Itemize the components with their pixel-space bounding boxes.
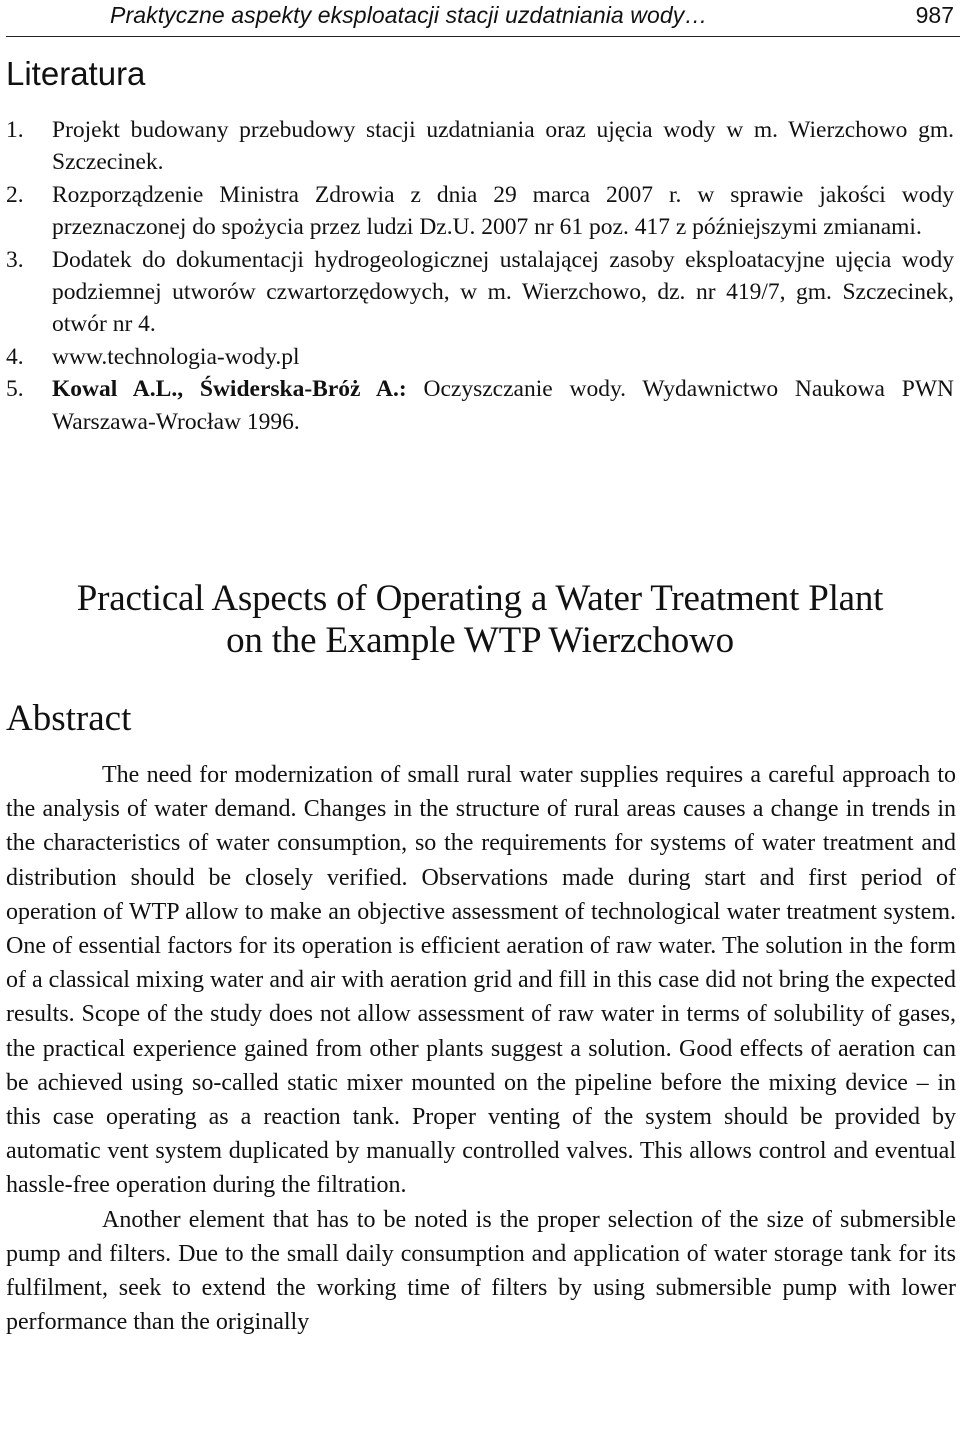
reference-item bbox=[6, 373, 954, 438]
reference-item bbox=[6, 341, 954, 373]
abstract-paragraph: Another element that has to be noted is the proper selection of the size of submersible pump and filters. Due to the small daily consumption and application of water storage tank for its fulfilment, seek to extend the working time of filters by using submersible pump with lower performance than the originally bbox=[6, 1206, 956, 1336]
abstract-body bbox=[6, 758, 956, 1339]
reference-number: 4. bbox=[6, 343, 24, 370]
reference-item bbox=[6, 114, 954, 179]
reference-text: Oczyszczanie wody. Wydawnictwo Naukowa PWN Warszawa-Wrocław 1996. bbox=[52, 376, 954, 435]
english-title-line-1: Practical Aspects of Operating a Water Treatment Plant bbox=[76, 578, 884, 619]
abstract-heading: Abstract bbox=[6, 698, 132, 739]
reference-number: 1. bbox=[6, 117, 24, 143]
english-title-line-2: on the Example WTP Wierzchowo bbox=[226, 620, 734, 661]
reference-text: Projekt budowany przebudowy stacji uzdatniania oraz ujęcia wody w m. Wierzchowo gm. Szczecinek. bbox=[52, 117, 954, 176]
reference-item bbox=[6, 179, 954, 244]
reference-list bbox=[6, 114, 954, 438]
page-number: 987 bbox=[915, 2, 954, 28]
reference-text: Dodatek do dokumentacji hydrogeologicznej ustalającej zasoby eksploatacyjne ujęcia wody podziemnej utworów czwartorzędowych, w m. Wierzchowo, dz. nr 419/7, gm. Szczecinek, otwór nr 4. bbox=[52, 246, 954, 338]
reference-number: 5. bbox=[6, 376, 24, 403]
english-title bbox=[0, 578, 960, 662]
literature-heading: Literatura bbox=[6, 55, 146, 92]
reference-text: Rozporządzenie Ministra Zdrowia z dnia 29 marca 2007 r. w sprawie jakości wody przeznaczonej do spożycia przez ludzi Dz.U. 2007 nr 61 poz. 417 z późniejszymi zmianami. bbox=[52, 181, 954, 241]
reference-number: 2. bbox=[6, 181, 24, 208]
reference-link[interactable]: www.technologia-wody.pl bbox=[52, 343, 300, 370]
reference-number: 3. bbox=[6, 246, 24, 273]
abstract-paragraph: The need for modernization of small rural water supplies requires a careful approach to the analysis of water demand. Changes in the structure of rural areas causes a change in trends in the characteristics of water consumption, so the requirements for systems of water treatment and distribution should be closely verified. Observations made during start and first period of operation of WTP allow to make an objective assessment of technological water treatment system. One of essential factors for its operation is efficient aeration of raw water. The solution in the form of a classical mixing water and air with aeration grid and fill in this case did not bring the expected results. Scope of the study does not allow assessment of raw water in terms of solubility of gases, the practical experience gained from other plants suggest a solution. Good effects of aeration can be achieved using so-called static mixer mounted on the pipeline before the mixing device – in this case operating as a reaction tank. Proper venting of the system should be provided by automatic vent system duplicated by manually controlled valves. This allows control and eventual hassle-free operation during the filtration. bbox=[6, 762, 956, 1199]
running-title: Praktyczne aspekty eksploatacji stacji uzdatniania wody… bbox=[110, 2, 708, 28]
running-header bbox=[6, 0, 960, 37]
reference-item bbox=[6, 244, 954, 341]
reference-authors: Kowal A.L., Świderska-Bróż A.: bbox=[52, 376, 407, 403]
